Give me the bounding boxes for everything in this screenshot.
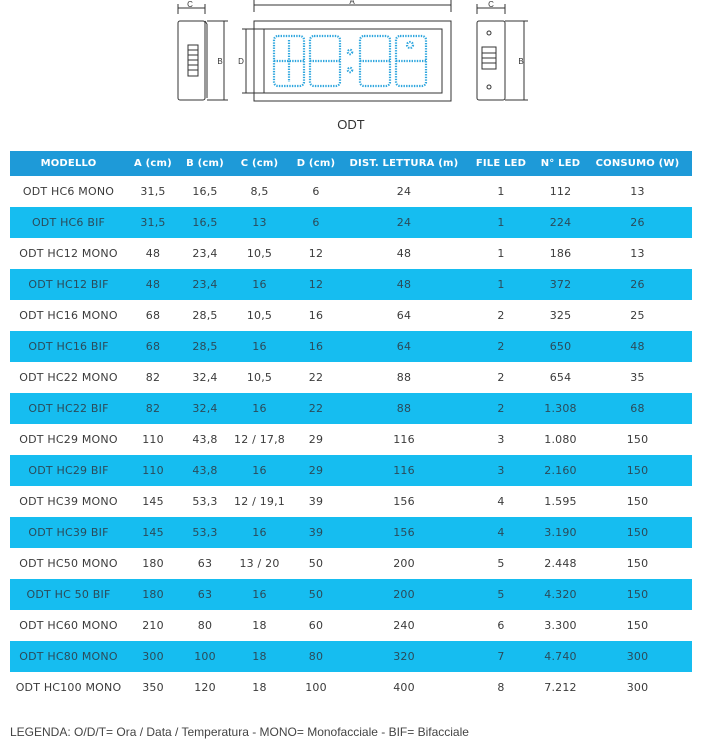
value-cell: 32,4 <box>192 371 218 384</box>
value-cell: 12 <box>288 269 344 300</box>
value-cell: 28,5 <box>179 331 231 362</box>
value-cell: 48 <box>583 331 692 362</box>
value-cell: 240 <box>393 619 415 632</box>
value-cell: 6 <box>288 207 344 238</box>
value-cell: 24 <box>344 207 464 238</box>
value-cell: 16 <box>231 331 288 362</box>
model-cell: ODT HC22 MONO <box>19 371 118 384</box>
dim-label-b-right: B <box>518 57 524 66</box>
model-cell: ODT HC50 MONO <box>19 557 118 570</box>
value-cell: 13 <box>630 247 645 260</box>
model-cell: ODT HC60 MONO <box>19 619 118 632</box>
spec-table <box>10 151 692 703</box>
header-cell: C (cm) <box>231 151 288 176</box>
value-cell: 2 <box>464 331 538 362</box>
header-cell: A (cm) <box>127 151 179 176</box>
header-cell: MODELLO <box>10 151 127 176</box>
value-cell: 82 <box>127 393 179 424</box>
table-row <box>10 672 692 703</box>
value-cell: 145 <box>142 495 164 508</box>
model-cell: ODT HC6 BIF <box>10 207 127 238</box>
value-cell: 16 <box>231 269 288 300</box>
dim-label-a: A <box>349 0 355 6</box>
value-cell: 60 <box>308 619 324 632</box>
value-cell: 300 <box>127 641 179 672</box>
value-cell: 8,5 <box>250 185 269 198</box>
value-cell: 31,5 <box>127 207 179 238</box>
value-cell: 12 <box>308 247 324 260</box>
value-cell: 16 <box>231 393 288 424</box>
value-cell: 350 <box>142 681 164 694</box>
value-cell: 400 <box>393 681 415 694</box>
value-cell: 2 <box>497 309 505 322</box>
value-cell: 100 <box>179 641 231 672</box>
value-cell: 80 <box>197 619 213 632</box>
model-cell: ODT HC12 BIF <box>10 269 127 300</box>
value-cell: 53,3 <box>179 517 231 548</box>
value-cell: 156 <box>344 517 464 548</box>
value-cell: 200 <box>393 557 415 570</box>
value-cell: 26 <box>583 269 692 300</box>
value-cell: 25 <box>630 309 645 322</box>
value-cell: 32,4 <box>179 393 231 424</box>
value-cell: 13 / 20 <box>239 557 280 570</box>
value-cell: 53,3 <box>192 495 218 508</box>
model-cell: ODT HC39 MONO <box>19 495 118 508</box>
model-cell: ODT HC80 MONO <box>10 641 127 672</box>
table-row <box>10 300 692 331</box>
table-row <box>10 424 692 455</box>
value-cell: 150 <box>583 579 692 610</box>
model-cell: ODT HC12 MONO <box>19 247 118 260</box>
value-cell: 1 <box>497 185 505 198</box>
value-cell: 50 <box>288 579 344 610</box>
value-cell: 48 <box>145 247 161 260</box>
value-cell: 88 <box>396 371 412 384</box>
table-row <box>10 269 692 300</box>
value-cell: 12 / 17,8 <box>234 433 285 446</box>
value-cell: 16 <box>308 309 324 322</box>
value-cell: 31,5 <box>140 185 166 198</box>
value-cell: 88 <box>344 393 464 424</box>
value-cell: 2 <box>497 371 505 384</box>
product-drawing <box>0 0 702 112</box>
table-row <box>10 486 692 517</box>
value-cell: 63 <box>197 557 213 570</box>
value-cell: 35 <box>630 371 645 384</box>
value-cell: 39 <box>308 495 324 508</box>
value-cell: 180 <box>127 579 179 610</box>
led-digits <box>274 36 426 86</box>
table-row <box>10 331 692 362</box>
value-cell: 650 <box>538 331 583 362</box>
value-cell: 150 <box>626 557 649 570</box>
table-row <box>10 517 692 548</box>
value-cell: 200 <box>344 579 464 610</box>
value-cell: 7 <box>464 641 538 672</box>
value-cell: 16 <box>288 331 344 362</box>
value-cell: 68 <box>145 309 161 322</box>
value-cell: 28,5 <box>192 309 218 322</box>
header-cell: B (cm) <box>179 151 231 176</box>
value-cell: 10,5 <box>246 371 273 384</box>
model-cell: ODT HC29 MONO <box>19 433 118 446</box>
value-cell: 320 <box>344 641 464 672</box>
value-cell: 64 <box>344 331 464 362</box>
value-cell: 16,5 <box>179 207 231 238</box>
value-cell: 300 <box>583 641 692 672</box>
value-cell: 210 <box>142 619 164 632</box>
model-cell: ODT HC 50 BIF <box>10 579 127 610</box>
model-cell: ODT HC16 BIF <box>10 331 127 362</box>
value-cell: 64 <box>396 309 412 322</box>
value-cell: 50 <box>308 557 324 570</box>
value-cell: 43,8 <box>192 433 218 446</box>
product-caption: ODT <box>337 117 365 132</box>
header-cell: CONSUMO (W) <box>583 151 692 176</box>
value-cell: 39 <box>288 517 344 548</box>
value-cell: 654 <box>549 371 572 384</box>
value-cell: 6 <box>497 619 505 632</box>
table-row <box>10 548 692 579</box>
header-cell: DIST. LETTURA (m) <box>344 151 464 176</box>
value-cell: 1.595 <box>544 495 577 508</box>
table-row <box>10 207 692 238</box>
header-cell: FILE LED <box>464 151 538 176</box>
table-row <box>10 176 692 207</box>
value-cell: 4 <box>497 495 505 508</box>
value-cell: 5 <box>497 557 505 570</box>
value-cell: 145 <box>127 517 179 548</box>
value-cell: 48 <box>396 247 412 260</box>
value-cell: 18 <box>231 641 288 672</box>
value-cell: 4.740 <box>538 641 583 672</box>
value-cell: 29 <box>288 455 344 486</box>
value-cell: 2.448 <box>544 557 577 570</box>
value-cell: 224 <box>538 207 583 238</box>
table-row <box>10 455 692 486</box>
value-cell: 116 <box>344 455 464 486</box>
value-cell: 12 / 19,1 <box>234 495 285 508</box>
value-cell: 16 <box>231 517 288 548</box>
value-cell: 48 <box>127 269 179 300</box>
legend-text: LEGENDA: O/D/T= Ora / Data / Temperatura - MONO= Monofacciale - BIF= Bifacciale <box>10 725 469 739</box>
value-cell: 112 <box>549 185 572 198</box>
value-cell: 68 <box>127 331 179 362</box>
value-cell: 186 <box>549 247 572 260</box>
value-cell: 100 <box>305 681 327 694</box>
value-cell: 180 <box>142 557 164 570</box>
value-cell: 18 <box>252 619 267 632</box>
model-cell: ODT HC6 MONO <box>22 185 115 198</box>
side-view-right <box>477 4 528 100</box>
value-cell: 8 <box>497 681 505 694</box>
model-cell: ODT HC29 BIF <box>10 455 127 486</box>
model-cell: ODT HC100 MONO <box>15 681 122 694</box>
value-cell: 22 <box>288 393 344 424</box>
value-cell: 150 <box>583 517 692 548</box>
value-cell: 150 <box>626 495 649 508</box>
value-cell: 300 <box>626 681 649 694</box>
value-cell: 4.320 <box>538 579 583 610</box>
table-row <box>10 610 692 641</box>
model-cell: ODT HC39 BIF <box>10 517 127 548</box>
value-cell: 325 <box>549 309 572 322</box>
value-cell: 3 <box>497 433 505 446</box>
value-cell: 150 <box>626 433 649 446</box>
table-row <box>10 641 692 672</box>
dim-label-c-left: C <box>187 0 193 9</box>
value-cell: 372 <box>538 269 583 300</box>
dim-label-b-left: B <box>217 57 223 66</box>
value-cell: 1.308 <box>538 393 583 424</box>
value-cell: 6 <box>312 185 320 198</box>
value-cell: 29 <box>308 433 324 446</box>
table-row <box>10 579 692 610</box>
value-cell: 43,8 <box>179 455 231 486</box>
value-cell: 156 <box>393 495 415 508</box>
value-cell: 1 <box>464 207 538 238</box>
value-cell: 3.300 <box>544 619 577 632</box>
value-cell: 24 <box>396 185 412 198</box>
value-cell: 120 <box>194 681 216 694</box>
table-row <box>10 393 692 424</box>
value-cell: 150 <box>626 619 649 632</box>
value-cell: 63 <box>179 579 231 610</box>
value-cell: 7.212 <box>544 681 577 694</box>
value-cell: 10,5 <box>246 247 273 260</box>
model-cell: ODT HC22 BIF <box>10 393 127 424</box>
table-header-row <box>10 151 692 176</box>
value-cell: 116 <box>393 433 415 446</box>
value-cell: 3.190 <box>538 517 583 548</box>
value-cell: 2 <box>464 393 538 424</box>
value-cell: 18 <box>252 681 267 694</box>
value-cell: 110 <box>127 455 179 486</box>
header-cell: N° LED <box>538 151 583 176</box>
model-cell: ODT HC16 MONO <box>19 309 118 322</box>
value-cell: 23,4 <box>192 247 218 260</box>
value-cell: 1 <box>497 247 505 260</box>
value-cell: 16 <box>231 579 288 610</box>
table-row <box>10 362 692 393</box>
value-cell: 1 <box>464 269 538 300</box>
value-cell: 23,4 <box>179 269 231 300</box>
value-cell: 68 <box>583 393 692 424</box>
value-cell: 150 <box>583 455 692 486</box>
value-cell: 5 <box>464 579 538 610</box>
value-cell: 16 <box>231 455 288 486</box>
value-cell: 1.080 <box>544 433 577 446</box>
value-cell: 48 <box>344 269 464 300</box>
value-cell: 16,5 <box>192 185 218 198</box>
dim-label-d: D <box>238 57 244 66</box>
value-cell: 10,5 <box>246 309 273 322</box>
value-cell: 2.160 <box>538 455 583 486</box>
value-cell: 110 <box>142 433 164 446</box>
value-cell: 13 <box>630 185 645 198</box>
table-row <box>10 238 692 269</box>
value-cell: 26 <box>583 207 692 238</box>
value-cell: 82 <box>145 371 161 384</box>
value-cell: 4 <box>464 517 538 548</box>
value-cell: 13 <box>231 207 288 238</box>
side-view-left <box>178 4 228 100</box>
value-cell: 3 <box>464 455 538 486</box>
value-cell: 22 <box>308 371 324 384</box>
value-cell: 80 <box>288 641 344 672</box>
dim-label-c-right: C <box>488 0 494 9</box>
header-cell: D (cm) <box>288 151 344 176</box>
